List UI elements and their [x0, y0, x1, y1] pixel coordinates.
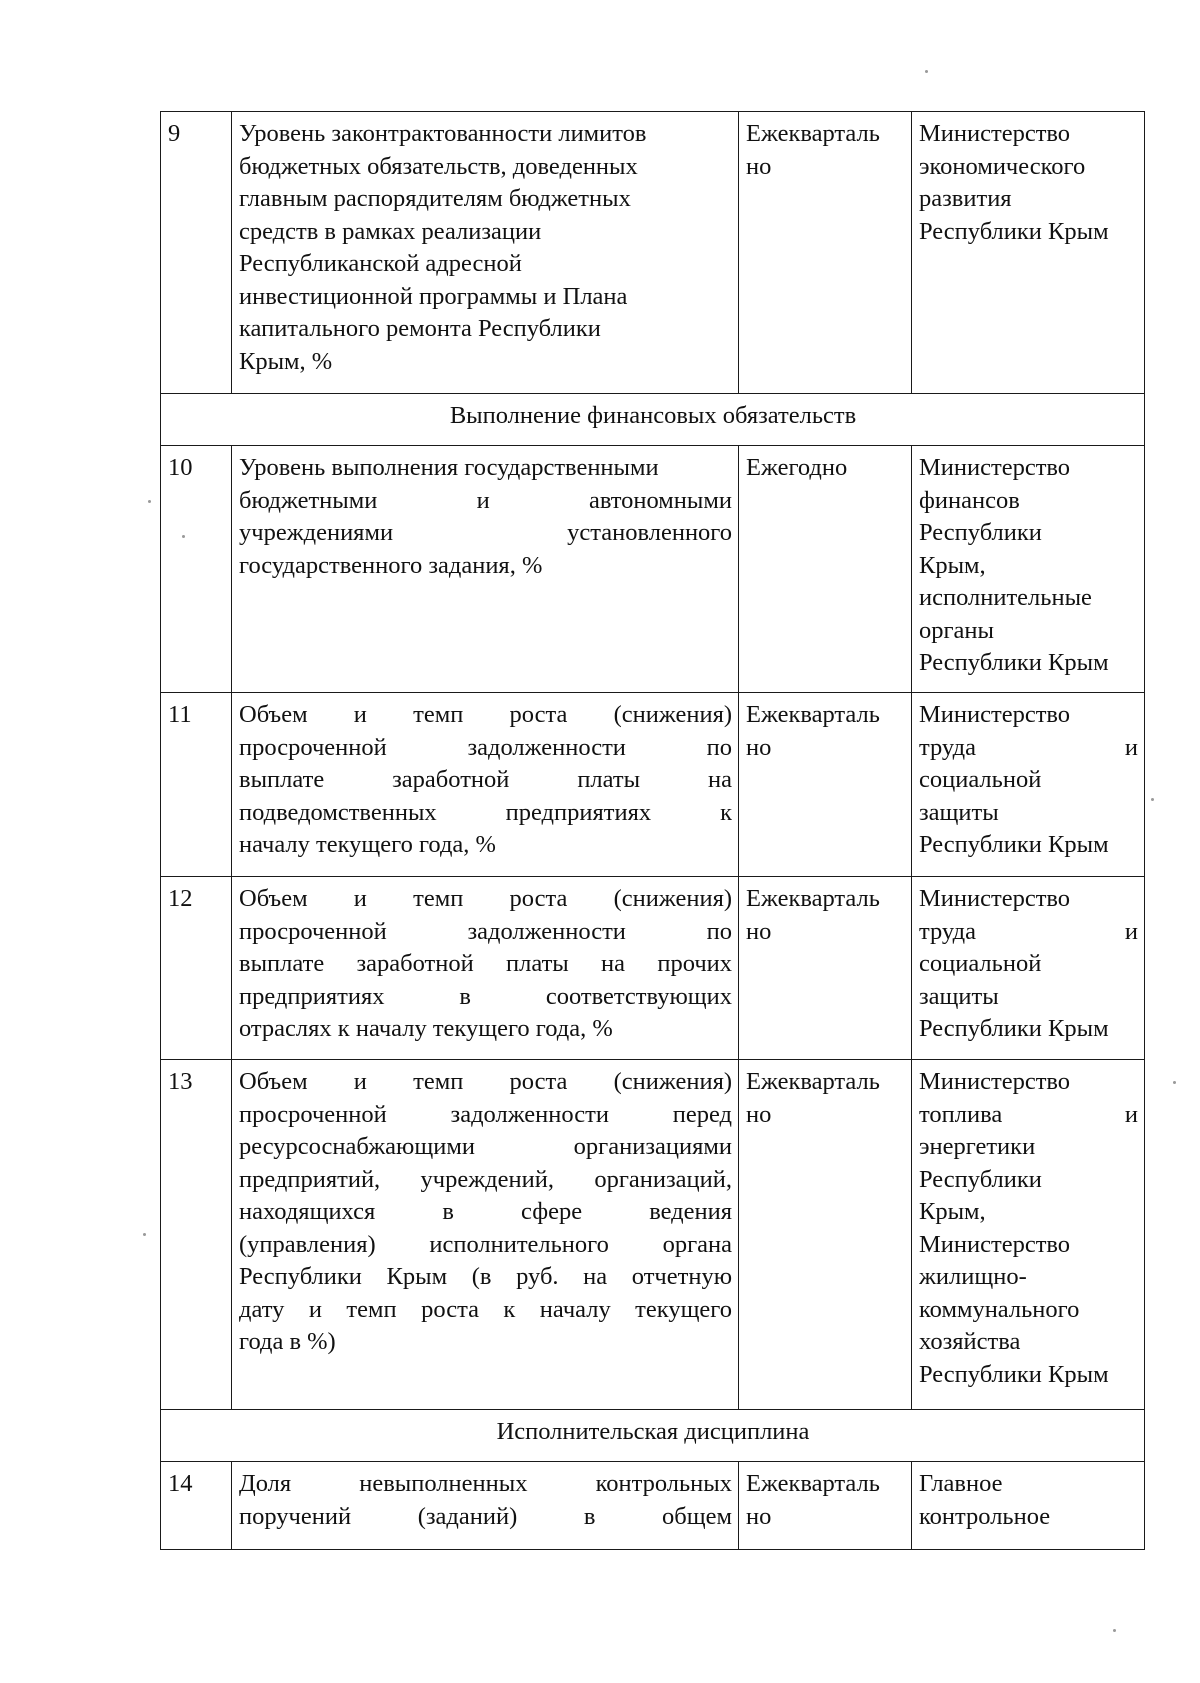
responsible-line: защиты: [919, 798, 999, 826]
indicator-line: отраслях к началу текущего года, %: [239, 1015, 613, 1042]
row-number: 14: [161, 1462, 232, 1550]
responsible-line: экономического: [919, 152, 1086, 180]
periodicity-cell: [739, 877, 912, 1060]
responsible-cell: [912, 112, 1145, 394]
periodicity-cell: [739, 693, 912, 877]
indicator-line: дату и темп роста к началу текущего: [239, 1295, 732, 1323]
table-row: [161, 446, 1145, 693]
indicator-line: Уровень законтрактованности лимитов: [239, 120, 647, 147]
responsible-line: Республики Крым: [919, 1360, 1109, 1388]
responsible-line: Министерство: [919, 1068, 1071, 1095]
responsible-cell: [912, 693, 1145, 877]
indicator-line: Объем и темп роста (снижения): [239, 1068, 732, 1095]
indicator-line: поручений (заданий) в общем: [239, 1502, 732, 1530]
indicator-line: началу текущего года, %: [239, 831, 496, 858]
indicator-line: Крым, %: [239, 347, 333, 375]
indicator-line: просроченной задолженности по: [239, 917, 732, 945]
periodicity-line: но: [746, 152, 772, 180]
responsible-line: Главное: [919, 1470, 1003, 1497]
responsible-line: Республики: [919, 1165, 1042, 1193]
responsible-cell: [912, 446, 1145, 693]
responsible-line: труда и: [919, 917, 1138, 945]
indicator-line: предприятий, учреждений, организаций,: [239, 1165, 732, 1193]
indicator-line: Доля невыполненных контрольных: [239, 1470, 732, 1497]
indicator-line: находящихся в сфере ведения: [239, 1198, 732, 1225]
indicator-line: ресурсоснабжающими организациями: [239, 1133, 732, 1160]
responsible-line: хозяйства: [919, 1328, 1021, 1355]
periodicity-line: Ежекварталь: [746, 120, 880, 147]
responsible-line: исполнительные: [919, 584, 1092, 611]
scan-speck: [148, 500, 151, 503]
scan-speck: [1151, 798, 1154, 801]
indicator-line: учреждениями установленного: [239, 519, 732, 546]
periodicity-line: Ежегодно: [746, 454, 848, 481]
indicator-line: бюджетными и автономными: [239, 486, 732, 514]
responsible-line: Республики Крым: [919, 831, 1109, 858]
section-title: Выполнение финансовых обязательств: [161, 394, 1145, 446]
indicator-line: Республики Крым (в руб. на отчетную: [239, 1263, 732, 1290]
indicator-cell: [232, 1060, 739, 1410]
indicator-line: Уровень выполнения государственными: [239, 454, 659, 481]
responsible-line: развития: [919, 185, 1012, 212]
section-row: [161, 1410, 1145, 1462]
table-row: [161, 1060, 1145, 1410]
responsible-line: контрольное: [919, 1502, 1051, 1530]
periodicity-line: Ежекварталь: [746, 701, 880, 728]
indicator-line: просроченной задолженности по: [239, 733, 732, 761]
table-row: [161, 112, 1145, 394]
responsible-line: социальной: [919, 766, 1042, 793]
periodicity-line: Ежекварталь: [746, 885, 880, 912]
responsible-line: органы: [919, 616, 994, 644]
responsible-line: топлива и: [919, 1100, 1138, 1128]
periodicity-line: но: [746, 917, 772, 945]
responsible-line: Республики: [919, 519, 1042, 546]
periodicity-cell: [739, 1462, 912, 1550]
scan-speck: [1113, 1629, 1116, 1632]
responsible-line: Министерство: [919, 120, 1071, 147]
periodicity-line: но: [746, 733, 772, 761]
indicator-line: подведомственных предприятиях к: [239, 798, 732, 826]
responsible-line: защиты: [919, 982, 999, 1010]
responsible-line: Республики Крым: [919, 649, 1109, 676]
table-row: [161, 1462, 1145, 1550]
row-number: 13: [161, 1060, 232, 1410]
indicator-line: главным распорядителям бюджетных: [239, 185, 631, 212]
periodicity-cell: [739, 112, 912, 394]
row-number: 9: [161, 112, 232, 394]
scan-speck: [925, 70, 928, 73]
indicator-cell: [232, 446, 739, 693]
indicator-line: бюджетных обязательств, доведенных: [239, 152, 638, 180]
indicator-line: капитального ремонта Республики: [239, 315, 601, 342]
responsible-line: Крым,: [919, 551, 986, 579]
indicators-table-body: [161, 112, 1145, 1550]
scan-speck: [182, 535, 185, 538]
table-row: [161, 693, 1145, 877]
indicator-line: выплате заработной платы на: [239, 766, 732, 793]
responsible-line: коммунального: [919, 1295, 1080, 1323]
responsible-line: труда и: [919, 733, 1138, 761]
indicator-cell: [232, 112, 739, 394]
responsible-cell: [912, 1060, 1145, 1410]
indicator-line: государственного задания, %: [239, 551, 543, 579]
responsible-line: социальной: [919, 950, 1042, 977]
table-row: [161, 877, 1145, 1060]
responsible-line: Министерство: [919, 885, 1071, 912]
indicators-table: [160, 111, 1145, 1550]
indicator-line: Объем и темп роста (снижения): [239, 885, 732, 912]
row-number: 12: [161, 877, 232, 1060]
responsible-line: Крым,: [919, 1198, 986, 1225]
responsible-line: энергетики: [919, 1133, 1036, 1160]
responsible-line: Министерство: [919, 701, 1071, 728]
indicator-cell: [232, 1462, 739, 1550]
periodicity-line: Ежекварталь: [746, 1068, 880, 1095]
indicator-line: средств в рамках реализации: [239, 217, 542, 245]
scan-speck: [143, 1233, 146, 1236]
indicator-line: года в %): [239, 1328, 336, 1355]
section-row: [161, 394, 1145, 446]
responsible-line: финансов: [919, 486, 1020, 514]
indicator-cell: [232, 693, 739, 877]
responsible-line: Республики Крым: [919, 217, 1109, 245]
indicator-line: предприятиях в соответствующих: [239, 982, 732, 1010]
periodicity-line: но: [746, 1100, 772, 1128]
responsible-cell: [912, 877, 1145, 1060]
section-title: Исполнительская дисциплина: [161, 1410, 1145, 1462]
row-number: 11: [161, 693, 232, 877]
periodicity-line: Ежекварталь: [746, 1470, 880, 1497]
indicator-line: выплате заработной платы на прочих: [239, 950, 732, 977]
responsible-line: Министерство: [919, 1230, 1071, 1258]
indicator-line: (управления) исполнительного органа: [239, 1230, 732, 1258]
indicator-line: Объем и темп роста (снижения): [239, 701, 732, 728]
responsible-cell: [912, 1462, 1145, 1550]
periodicity-line: но: [746, 1502, 772, 1530]
periodicity-cell: [739, 446, 912, 693]
indicator-cell: [232, 877, 739, 1060]
indicator-line: Республиканской адресной: [239, 250, 522, 277]
scan-speck: [1173, 1081, 1176, 1084]
responsible-line: жилищно-: [919, 1263, 1027, 1290]
indicator-line: инвестиционной программы и Плана: [239, 282, 628, 310]
periodicity-cell: [739, 1060, 912, 1410]
indicator-line: просроченной задолженности перед: [239, 1100, 732, 1128]
responsible-line: Республики Крым: [919, 1015, 1109, 1042]
row-number: 10: [161, 446, 232, 693]
responsible-line: Министерство: [919, 454, 1071, 481]
